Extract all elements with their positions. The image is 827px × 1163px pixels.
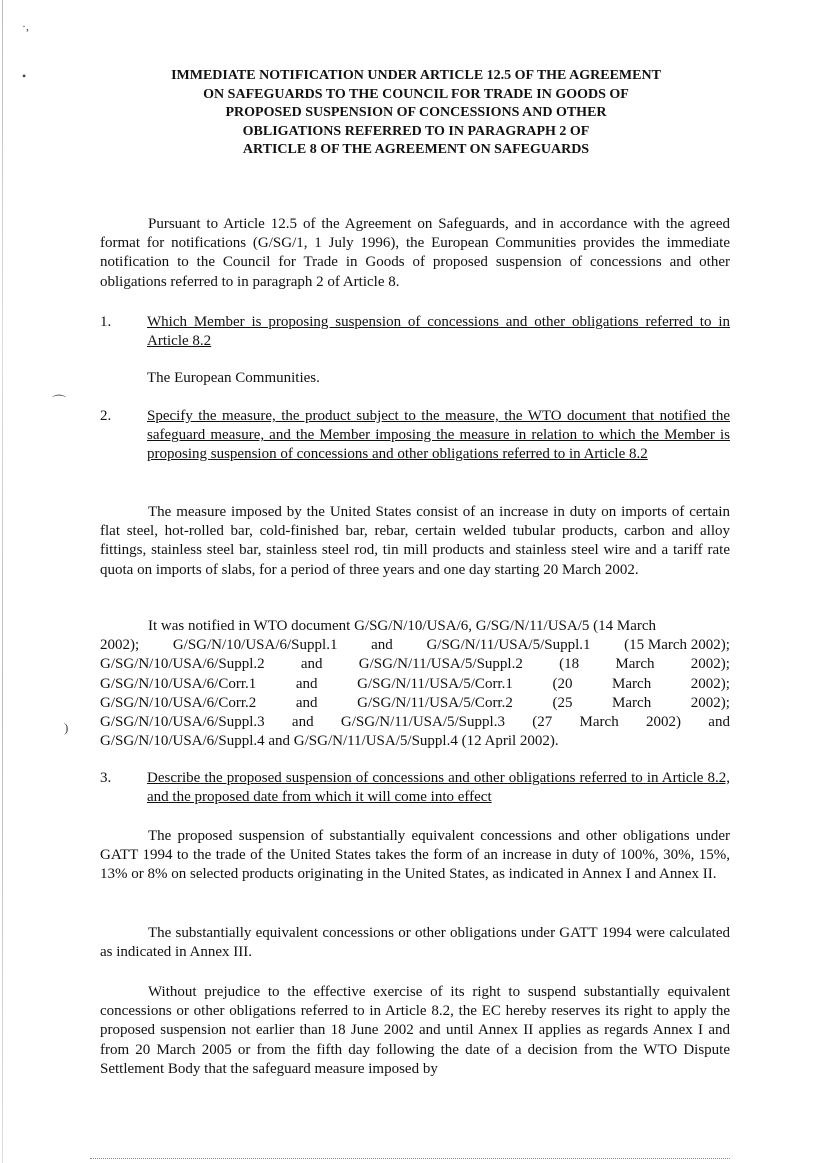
question-text: Which Member is proposing suspension of concessions and other obligations referred to in Article 8.2 [147, 314, 730, 350]
reference-line: G/SG/N/10/USA/6/Suppl.3 and G/SG/N/11/USA/5/Suppl.3 (27 March 2002) and [100, 713, 730, 730]
reference-line: G/SG/N/10/USA/6/Corr.2 and G/SG/N/11/USA/5/Corr.2 (25 March 2002); [100, 694, 730, 711]
title-line: PROPOSED SUSPENSION OF CONCESSIONS AND OTHER [225, 105, 607, 121]
calculation-paragraph: The substantially equivalent concessions or other obligations under GATT 1994 were calculated as indicated in Annex III. [100, 925, 730, 961]
reference-line: G/SG/N/10/USA/6/Suppl.4 and G/SG/N/11/USA/5/Suppl.4 (12 April 2002). [100, 733, 559, 750]
scan-speck: ·, [22, 19, 29, 33]
scan-mark: ) [64, 720, 69, 735]
wto-document-references [100, 617, 730, 751]
scan-edge-line [2, 0, 3, 1163]
suspension-paragraph: The proposed suspension of substantially equivalent concessions and other obligations under GATT 1994 to the trade of the United States takes the form of an increase in duty of 100%, 30%, 15%, 13% or 8% on selected products originating in the United States, as indicated in Annex I and Annex II. [100, 828, 730, 883]
title-line: IMMEDIATE NOTIFICATION UNDER ARTICLE 12.5 OF THE AGREEMENT [171, 68, 661, 83]
measure-paragraph: The measure imposed by the United States consist of an increase in duty on imports of certain flat steel, hot-rolled bar, cold-finished bar, rebar, certain welded tubular products, carbon and alloy fittings, stainless steel bar, stainless steel rod, tin mill products and stainless steel wire and a tariff rate quota on imports of slabs, for a period of three years and one day starting 20 March 2002. [100, 504, 730, 578]
title-line: OBLIGATIONS REFERRED TO IN PARAGRAPH 2 OF [242, 123, 590, 139]
question-3 [100, 769, 730, 809]
scan-speck: • [22, 69, 27, 83]
reference-line: G/SG/N/10/USA/6/Corr.1 and G/SG/N/11/USA/5/Corr.1 (20 March 2002); [100, 675, 730, 692]
intro-paragraph: Pursuant to Article 12.5 of the Agreement on Safeguards, and in accordance with the agreed format for notifications (G/SG/1, 1 July 1996), the European Communities provides the immediate notification to the Council for Trade in Goods of proposed suspension of concessions and other obligations referred to in paragraph 2 of Article 8. [100, 216, 730, 290]
question-text: Describe the proposed suspension of concessions and other obligations referred to in Article 8.2, and the proposed date from which it will come into effect [147, 770, 730, 806]
question-number: 2. [100, 408, 112, 424]
title-line: ON SAFEGUARDS TO THE COUNCIL FOR TRADE IN GOODS OF [203, 86, 629, 102]
answer-1: The European Communities. [147, 370, 320, 386]
title-line: ARTICLE 8 OF THE AGREEMENT ON SAFEGUARDS [242, 142, 590, 158]
page-bottom-rule [90, 1158, 730, 1159]
question-2 [100, 407, 730, 485]
question-text: Specify the measure, the product subject to the measure, the WTO document that notified the safeguard measure, and the Member imposing the measure in relation to which the Member is proposing suspension of concessions and other obligations referred to in Article 8.2 [147, 408, 730, 463]
reservation-paragraph: Without prejudice to the effective exercise of its right to suspend substantially equivalent concessions or other obligations referred to in Article 8.2, the EC hereby reserves its right to apply the proposed suspension not earlier than 18 June 2002 and until Annex II applies as regards Annex I and from 20 March 2005 or from the fifth day following the date of a decision from the WTO Dispute Settlement Body that the safeguard measure imposed by [100, 984, 730, 1077]
question-number: 3. [100, 770, 112, 786]
scan-mark: ⌒ [52, 396, 66, 411]
reference-line: G/SG/N/10/USA/6/Suppl.2 and G/SG/N/11/USA/5/Suppl.2 (18 March 2002); [100, 656, 730, 673]
question-1 [100, 313, 730, 353]
question-number: 1. [100, 314, 112, 330]
reference-line: 2002); G/SG/N/10/USA/6/Suppl.1 and G/SG/N/11/USA/5/Suppl.1 (15 March 2002); [100, 637, 730, 654]
reference-line: It was notified in WTO document G/SG/N/10/USA/6, G/SG/N/11/USA/5 (14 March [148, 618, 657, 634]
document-title [130, 67, 702, 160]
